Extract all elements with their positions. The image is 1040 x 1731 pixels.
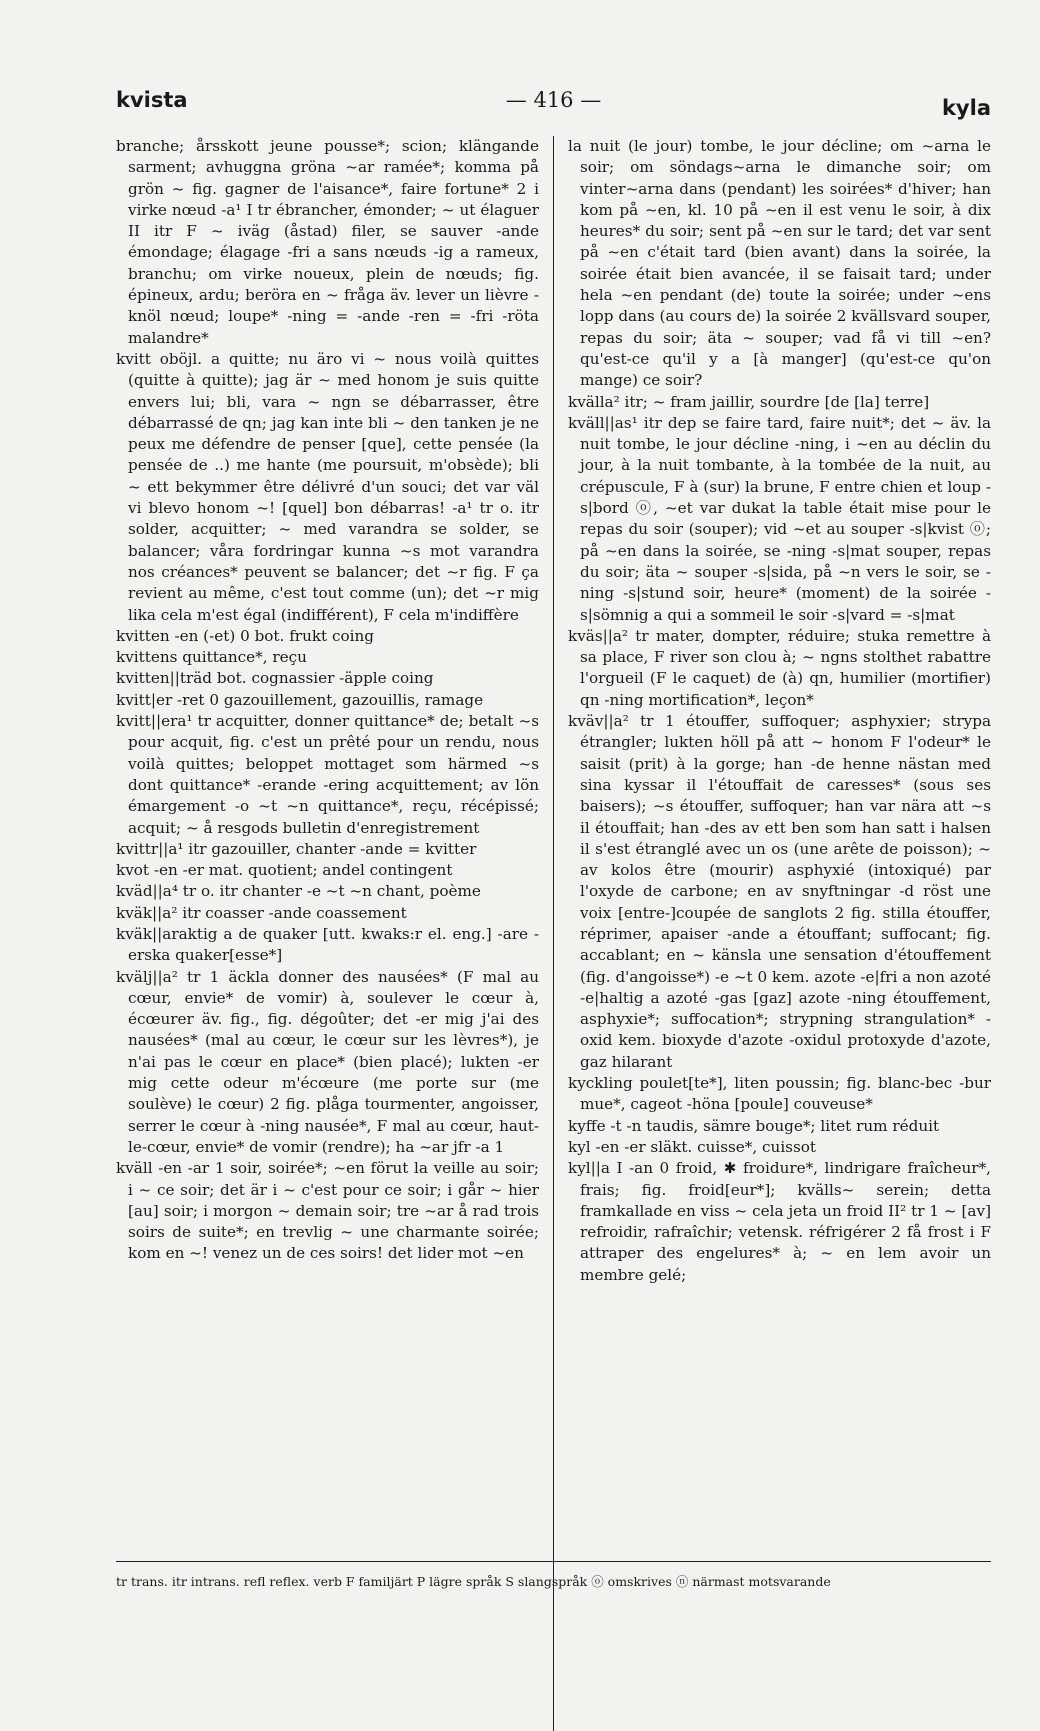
entry-kvitter: kvitt|er -ret 0 gazouillement, gazouillis, ramage <box>116 690 484 709</box>
entry-kvava: kväv||a² tr 1 étouffer, suffoquer; asphyxier; strypa étrangler; lukten höll på att ~ honom F l'odeur* le saisit (prit) à la gorge; han -de henne nästan med sina kyssar il l'étouffait de caresses* (sous ses baisers); ~s étouffer, suffoquer; han var nära att ~s il étouffait; han -des av ett ben som han satt i halsen il s'est étranglé avec un os (une arête de poisson); ~ av kolos être (mourir) asphyxié (intoxiqué) par l'oxyde de carbone; en av snyftningar -d röst une voix [entre-]coupée de sanglots 2 fig. stilla étouffer, réprimer, apaiser -ande a étouffant; suffocant; fig. accablant; en ~ känsla une sensation d'étouffement (fig. d'angoisse*) -e ~t 0 kem. azote -e|fri a non azoté -e|haltig a azoté -gas [gaz] azote -ning étouffement, asphyxie*; suffocation*; strypning strangulation* -oxid kem. bioxyde d'azote -oxidul protoxyde d'azote, gaz hilarant <box>568 712 991 1071</box>
entry-kyl: kyl -en -er släkt. cuisse*, cuissot <box>568 1137 817 1156</box>
entry-kvista: branche; årsskott jeune pousse*; scion; klängande sarment; avhuggna gröna ~ar ramée*; komma på grön ~ fig. gagner de l'aisance*, faire fortune* 2 i virke nœud -a¹ I tr ébrancher, émonder; ~ ut élaguer II itr F ~ iväg (åstad) filer, se sauver -ande émondage; élagage -fri a sans nœuds -ig a rameux, branchu; om virke noueux, plein de nœuds; fig. épineux, ardu; beröra en ~ fråga äv. lever un lièvre -knöl nœud; loupe* -ning = -ande -ren = -fri -röta malandre* <box>116 137 539 347</box>
entry-kvalla: kvälla² itr; ~ fram jaillir, sourdre [de [la] terre] <box>568 392 930 411</box>
entry-kvall: kväll -en -ar 1 soir, soirée*; ~en förut la veille au soir; i ~ ce soir; det är i ~ c'est pour ce soir; i går ~ hier [au] soir; i morgon ~ demain soir; tre ~ar å rad trois soirs de suite*; en trevlig ~ une charmante soirée; kom en ~! venez un de ces soirs! det lider mot ~en <box>116 1159 539 1263</box>
right-guide-word: kyla <box>941 96 991 120</box>
entry-kvot: kvot -en -er mat. quotient; andel contingent <box>116 861 453 880</box>
entry-kvaka: kväk||a² itr coasser -ande coassement <box>116 903 407 922</box>
abbreviation-legend: tr trans. itr intrans. refl reflex. verb F familjärt P lägre språk S slangspråk ⓞ omskrives ⓝ närmast motsvarande <box>116 1574 831 1589</box>
entry-kyla: kyl||a I -an 0 froid, ✱ froidure*, lindrigare fraîcheur*, frais; fig. froid[eur*]; kvälls~ serein; detta framkallade en viss ~ cela jeta un froid II² tr 1 ~ [av] refroidir, rafraîchir; vetensk. réfrigérer 2 få frost i F attraper des engelures* à; ~ en lem avoir un membre gelé; <box>568 1159 991 1284</box>
entry-kvalja: kvälj||a² tr 1 äckla donner des nausées* (F mal au cœur, envie* de vomir) à, soulever le cœur à, écœurer äv. fig., fig. dégoûter; det -er mig j'ai des nausées* (mal au cœur, le cœur sur les lèvres*), je n'ai pas le cœur en place* (bien placé); lukten -er mig cette odeur m'écœure (me porte sur (me soulève) le cœur) 2 fig. plåga tourmenter, angoisser, serrer le cœur à -ning nausée*, F mal au cœur, haut-le-cœur, envie* de vomir (rendre); ha ~ar jfr -a 1 <box>116 967 539 1156</box>
entry-kvittra: kvittr||a¹ itr gazouiller, chanter -ande = kvitter <box>116 839 477 858</box>
footer-rule <box>116 1561 991 1562</box>
entry-kvitt: kvitt oböjl. a quitte; nu äro vi ~ nous voilà quittes (quitte à quitte); jag är ~ med honom je suis quitte envers lui; bli, vara ~ ngn se débarrasser, être débarrassé de qn; jag kan inte bli ~ den tanken je ne peux me défendre de penser [que], cette pensée (la pensée de ..) me hante (me poursuit, m'obsède); bli ~ ett bekymmer être délivré d'un souci; det var väl vi blevo honom ~! [quel] bon débarras! -a¹ tr o. itr solder, acquitter; ~ med varandra se solder, se balancer; våra fordringar kunna ~s mot varandra nos créances* peuvent se balancer; det ~r fig. F ça revient au même, c'est tout comme (un); det ~r mig lika cela m'est égal (indifférent), F cela m'indiffère <box>116 349 539 624</box>
right-column <box>568 136 991 1656</box>
entry-kvall-continued: la nuit (le jour) tombe, le jour décline; om ~arna le soir; om söndags~arna le dimanche soir; om vinter~arna dans (pendant) les soirées* d'hiver; han kom på ~en, kl. 10 på ~en il est venu le soir, à dix heures* du soir; sent på ~en sur le tard; det var sent på ~en c'était tard (bien avant) dans la soirée, la soirée était bien avancée, il se faisait tard; under hela ~en pendant (de) toute la soirée; under ~ens lopp dans (au cours de) la soirée 2 kvällsvard souper, repas du soir; äta ~ souper; vad få vi till ~en? qu'est-ce qu'il y a [à manger] (qu'est-ce qu'on mange) ce soir? <box>568 137 991 390</box>
entry-kvakaraktig: kväk||araktig a de quaker [utt. kwaks:r el. eng.] -are -erska quaker[esse*] <box>116 924 539 965</box>
entry-kvittens: kvittens quittance*, reçu <box>116 648 307 667</box>
entry-kvittera: kvitt||era¹ tr acquitter, donner quittance* de; betalt ~s pour acquit, fig. c'est un prêté pour un rendu, nous voilà quittes; beloppet mottaget som härmed ~s dont quittance* -erande -ering acquittement; av lön émargement -o ~t ~n quittance*, reçu, récépissé; acquit; ~ å resgods bulletin d'enregistrement <box>116 712 539 837</box>
entry-kyffe: kyffe -t -n taudis, sämre bouge*; litet rum réduit <box>568 1116 940 1135</box>
entry-kvitten: kvitten -en (-et) 0 bot. frukt coing <box>116 626 374 645</box>
entry-kyckling: kyckling poulet[te*], liten poussin; fig. blanc-bec -bur mue*, cageot -höna [poule] couveuse* <box>568 1074 991 1114</box>
left-column <box>116 136 539 1656</box>
entry-kvada: kväd||a⁴ tr o. itr chanter -e ~t ~n chant, poème <box>116 882 481 901</box>
column-divider <box>553 136 554 1731</box>
page-number: — 416 — <box>505 88 602 112</box>
entry-kvasa: kväs||a² tr mater, dompter, réduire; stuka remettre à sa place, F river son clou à; ~ ngns stolthet rabattre l'orgueil (F le caquet) de (à) qn, humilier (mortifier) qn -ning mortification*, leçon* <box>568 626 991 709</box>
left-guide-word: kvista <box>116 88 188 112</box>
entry-kvallas: kväll||as¹ itr dep se faire tard, faire nuit*; det ~ äv. la nuit tombe, le jour décline -ning, i ~en au déclin du jour, à la nuit tombante, à la tombée de la nuit, au crépuscule, F à (sur) la brune, F entre chien et loup -s|bord ⓞ, ~et var dukat la table était mise pour le repas du soir (souper); vid ~et au souper -s|kvist ⓞ; på ~en dans la soirée, se -ning -s|mat souper, repas du soir; äta ~ souper -s|sida, på ~n vers le soir, se -ning -s|stund soir, heure* (moment) de la soirée -s|sömnig a qui a sommeil le soir -s|vard = -s|mat <box>568 413 991 624</box>
page-header <box>116 88 991 128</box>
entry-kvittentrad: kvitten||träd bot. cognassier -äpple coing <box>116 669 434 688</box>
